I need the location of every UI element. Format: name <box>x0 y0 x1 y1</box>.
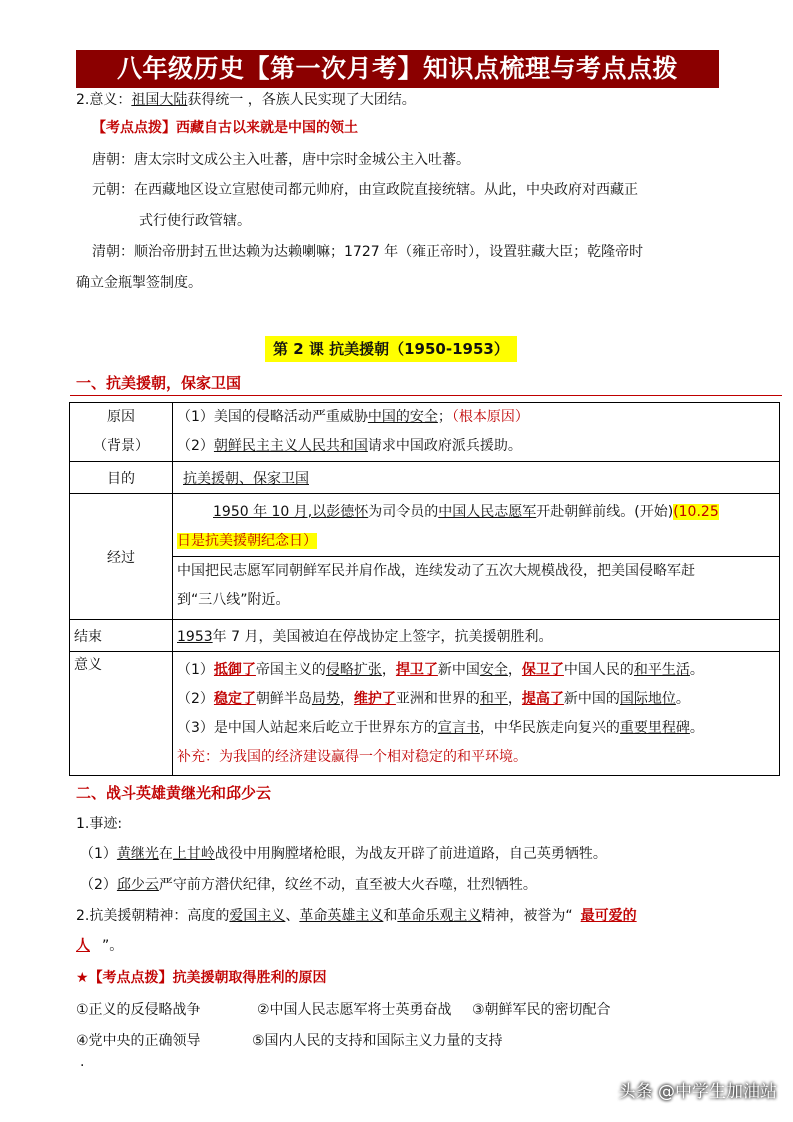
text: 年 7 月，美国被迫在停战协定上签字，抗美援朝胜利。 <box>212 628 553 645</box>
exam-tip-tag: 【考点点拨】 <box>88 970 173 986</box>
deed-huang <box>80 844 607 864</box>
underlined-term: 和平 <box>479 690 508 707</box>
underlined-term: 祖国大陆 <box>131 92 188 108</box>
text: 中国人民的 <box>563 661 634 678</box>
underlined-term: 邱少云 <box>116 877 159 893</box>
underlined-term: 中国的安全 <box>367 409 438 425</box>
bullet-dot: · <box>80 1058 85 1074</box>
key-verb: 提高了 <box>521 690 564 707</box>
highlight-note: (10.25 <box>673 504 719 520</box>
table-row <box>70 494 780 620</box>
text: 和 <box>383 908 398 924</box>
underlined-term: 中国人民志愿军 <box>438 504 537 520</box>
underlined-term: 爱国主义 <box>229 908 286 924</box>
qing-line-2: 确立金瓶掣签制度。 <box>76 275 202 291</box>
text: 新中国 <box>437 661 480 678</box>
text: （1） <box>177 661 214 678</box>
exam-tip-tibet <box>92 118 358 138</box>
underlined-term: 国际地位 <box>619 690 676 707</box>
underlined-term: 和平生活 <box>633 661 690 678</box>
reason-1: ①正义的反侵略战争 <box>76 1002 201 1018</box>
key-verb: 保卫了 <box>521 661 564 678</box>
text: 。 <box>675 690 690 707</box>
text: 1950 年 10 月,以 <box>213 504 327 520</box>
text: ， <box>381 661 396 678</box>
text: 战役中用胸膛堵枪眼，为战友开辟了前进道路，自己英勇牺牲。 <box>214 846 607 862</box>
reason-5: ⑤国内人民的支持和国际主义力量的支持 <box>252 1033 503 1049</box>
exam-tip-text: 西藏自古以来就是中国的领土 <box>176 120 358 136</box>
underlined-term: 黄继光 <box>116 846 159 862</box>
label-text: 原因 <box>107 409 135 425</box>
key-verb: 稳定了 <box>213 690 256 707</box>
text: 请求中国政府派兵援助。 <box>367 438 522 454</box>
text: （2） <box>177 438 214 454</box>
text: 严守前方潜伏纪律，纹丝不动，直至被大火吞噬，壮烈牺牲。 <box>158 877 537 893</box>
process-line <box>177 527 775 556</box>
cause-item-2 <box>177 432 775 461</box>
supplement-note: 补充：为我国的经济建设赢得一个相对稳定的和平环境。 <box>177 748 527 765</box>
watermark: 头条 @中学生加油站 <box>618 1082 777 1102</box>
underlined-term: 宣言书 <box>437 719 480 736</box>
spirit-line <box>76 906 637 926</box>
text: 为司令员的 <box>368 504 439 520</box>
underlined-term: 1953 <box>177 628 213 645</box>
significance-item-2 <box>177 685 775 714</box>
section-heading-1: 一、抗美援朝，保家卫国 <box>76 374 242 392</box>
lesson-title: 第 2 课 抗美援朝（1950-1953） <box>265 336 517 362</box>
text: ， <box>507 690 522 707</box>
process-line: 中国把民志愿军同朝鲜军民并肩作战，连续发动了五次大规模战役，把美国侵略军赶 <box>177 563 695 579</box>
section-heading-2: 二、战斗英雄黄继光和邱少云 <box>76 784 272 802</box>
underlined-term: 安全 <box>479 661 508 678</box>
label-text: （背景） <box>93 438 149 454</box>
process-line <box>177 498 775 527</box>
reason-4: ④党中央的正确领导 <box>76 1033 201 1049</box>
text: 精神，被誉为“ <box>481 908 573 924</box>
yuan-line-2: 式行使行政管辖。 <box>139 213 251 229</box>
underlined-term: 重要里程碑 <box>619 719 690 736</box>
key-verb: 捍卫了 <box>395 661 438 678</box>
underlined-term: 朝鲜民主主义人民共和国 <box>213 438 368 454</box>
text: （1）美国的侵略活动严重威胁 <box>177 409 368 425</box>
underlined-term: 彭德怀 <box>326 504 369 520</box>
process-label: 经过 <box>70 494 173 620</box>
section-divider <box>70 395 782 396</box>
reason-3: ③朝鲜军民的密切配合 <box>472 1002 611 1018</box>
text: 帝国主义的 <box>255 661 326 678</box>
summary-table <box>69 402 780 776</box>
text: ，中华民族走向复兴的 <box>479 719 620 736</box>
key-phrase: 人 <box>76 938 90 954</box>
significance-label: 意义 <box>70 652 173 776</box>
process-content <box>173 494 780 620</box>
significance-item-1 <box>177 656 775 685</box>
end-content <box>173 620 780 652</box>
star-icon: ★ <box>76 970 89 986</box>
text: ”。 <box>102 938 124 954</box>
qing-line-1: 清朝：顺治帝册封五世达赖为达赖喇嘛；1727 年（雍正帝时），设置驻藏大臣；乾隆帝时 <box>92 244 644 260</box>
underlined-term: 上甘岭 <box>172 846 215 862</box>
underlined-term: 革命英雄主义 <box>299 908 384 924</box>
exam-tip-tag: 【考点点拨】 <box>92 120 176 136</box>
table-row <box>70 620 780 652</box>
text: 获得统一 ，各族人民实现了大团结。 <box>187 92 416 108</box>
key-verb: 抵御了 <box>213 661 256 678</box>
process-line: 到“三八线”附近。 <box>177 592 290 608</box>
page-title: 八年级历史【第一次月考】知识点梳理与考点点拨 <box>76 50 719 88</box>
text: ， <box>507 661 522 678</box>
deed-qiu <box>80 875 537 895</box>
text: 2.抗美援朝精神：高度的 <box>76 908 230 924</box>
text: （2） <box>80 877 117 893</box>
underlined-term: 侵略扩张 <box>325 661 382 678</box>
reason-2: ②中国人民志愿军将士英勇奋战 <box>257 1002 452 1018</box>
significance-line <box>76 90 416 110</box>
text: 2.意义： <box>76 92 132 108</box>
key-verb: 维护了 <box>353 690 396 707</box>
exam-tip-victory <box>76 968 327 988</box>
text: 开赴朝鲜前线。(开始) <box>536 504 674 520</box>
significance-content <box>173 652 780 776</box>
end-label: 结束 <box>70 620 173 652</box>
text: （1） <box>80 846 117 862</box>
cause-label <box>70 403 173 462</box>
text: （2） <box>177 690 214 707</box>
key-phrase: 最可爱的 <box>580 908 637 924</box>
table-row <box>70 652 780 776</box>
text: （3）是中国人站起来后屹立于世界东方的 <box>177 719 438 736</box>
yuan-line-1: 元朝：在西藏地区设立宣慰使司都元帅府，由宣政院直接统辖。从此，中央政府对西藏正 <box>92 182 638 198</box>
process-part-2 <box>173 557 779 615</box>
text: ； <box>437 409 452 425</box>
text: 在 <box>158 846 173 862</box>
table-row <box>70 462 780 494</box>
underlined-term: 局势 <box>311 690 340 707</box>
text: 。 <box>689 661 704 678</box>
underlined-term: 抗美援朝、保家卫国 <box>183 470 309 487</box>
text: 新中国的 <box>563 690 620 707</box>
tang-line: 唐朝：唐太宗时文成公主入吐蕃，唐中宗时金城公主入吐蕃。 <box>92 152 470 168</box>
text: 朝鲜半岛 <box>255 690 312 707</box>
text: 亚洲和世界的 <box>395 690 480 707</box>
text: 、 <box>285 908 300 924</box>
exam-tip-text: 抗美援朝取得胜利的原因 <box>172 970 327 986</box>
cause-item-1 <box>177 403 775 432</box>
purpose-label: 目的 <box>70 462 173 494</box>
deeds-label: 1.事迹: <box>76 816 123 832</box>
cause-content <box>173 403 780 462</box>
significance-item-3 <box>177 714 775 743</box>
root-cause-note: （根本原因） <box>451 409 529 425</box>
underlined-term: 革命乐观主义 <box>397 908 482 924</box>
purpose-content <box>173 462 780 494</box>
spirit-line-2 <box>76 936 123 956</box>
process-part-1 <box>173 498 779 557</box>
text: 。 <box>689 719 704 736</box>
table-row <box>70 403 780 462</box>
highlight-note: 日是抗美援朝纪念日） <box>177 533 317 549</box>
text: ， <box>339 690 354 707</box>
